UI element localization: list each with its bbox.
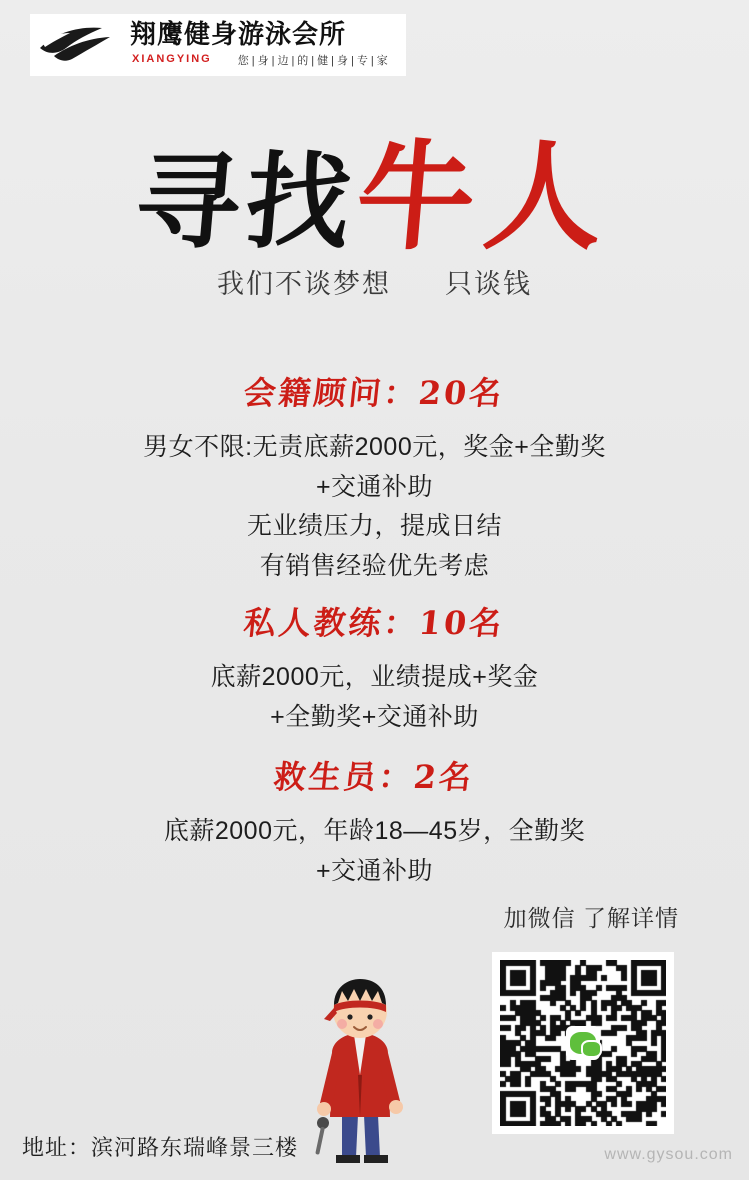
- wechat-prompt: 加微信 了解详情: [503, 905, 679, 931]
- headline-sub-left: 我们不谈梦想: [217, 269, 391, 299]
- job-section-lifeguard: [0, 752, 749, 891]
- job-desc-line: 底薪2000元，业绩提成+奖金: [210, 663, 539, 691]
- job-section-membership-consultant: [0, 368, 749, 586]
- headline-sub-right: 只谈钱: [445, 269, 532, 299]
- job-desc-line: 无业绩压力，提成日结: [246, 512, 502, 540]
- job-title: 会籍顾问：20名: [242, 374, 507, 412]
- job-description: [0, 428, 749, 586]
- address-text: 地址：滨河路东瑞峰景三楼: [22, 1135, 299, 1160]
- job-desc-line: 男女不限:无责底薪2000元，奖金+全勤奖: [143, 433, 606, 461]
- brand-text: [130, 19, 391, 68]
- brand-name-cn: 翔鹰健身游泳会所: [130, 19, 347, 50]
- wechat-qr-code[interactable]: [492, 952, 674, 1134]
- job-desc-line: +交通补助: [315, 856, 434, 885]
- headline-subtitle: [0, 262, 749, 301]
- site-watermark: www.gysou.com: [604, 1146, 733, 1163]
- headline-primary-black: 寻找: [131, 140, 362, 263]
- headline-primary-red: 牛人: [350, 127, 619, 266]
- job-desc-line: +交通补助: [315, 472, 434, 501]
- brand-logo-bar: [30, 14, 406, 76]
- job-desc-line: 有销售经验优先考虑: [259, 551, 490, 580]
- headline: [0, 127, 749, 301]
- wechat-icon: [566, 1026, 600, 1060]
- qr-code-image: [500, 960, 666, 1126]
- job-description: [0, 812, 749, 891]
- job-title: 私人教练：10名: [242, 604, 507, 642]
- job-desc-line: 底薪2000元，年龄18—45岁，全勤奖: [163, 817, 586, 845]
- mascot-illustration: [290, 975, 430, 1165]
- job-desc-line: +全勤奖+交通补助: [270, 702, 479, 731]
- job-section-personal-trainer: [0, 598, 749, 737]
- brand-name-en: XIANGYING: [132, 53, 212, 66]
- job-description: [0, 658, 749, 737]
- brand-slogan: 您|身|边|的|健|身|专|家: [237, 55, 391, 68]
- eagle-icon: [36, 22, 128, 68]
- job-title: 救生员：2名: [272, 758, 477, 796]
